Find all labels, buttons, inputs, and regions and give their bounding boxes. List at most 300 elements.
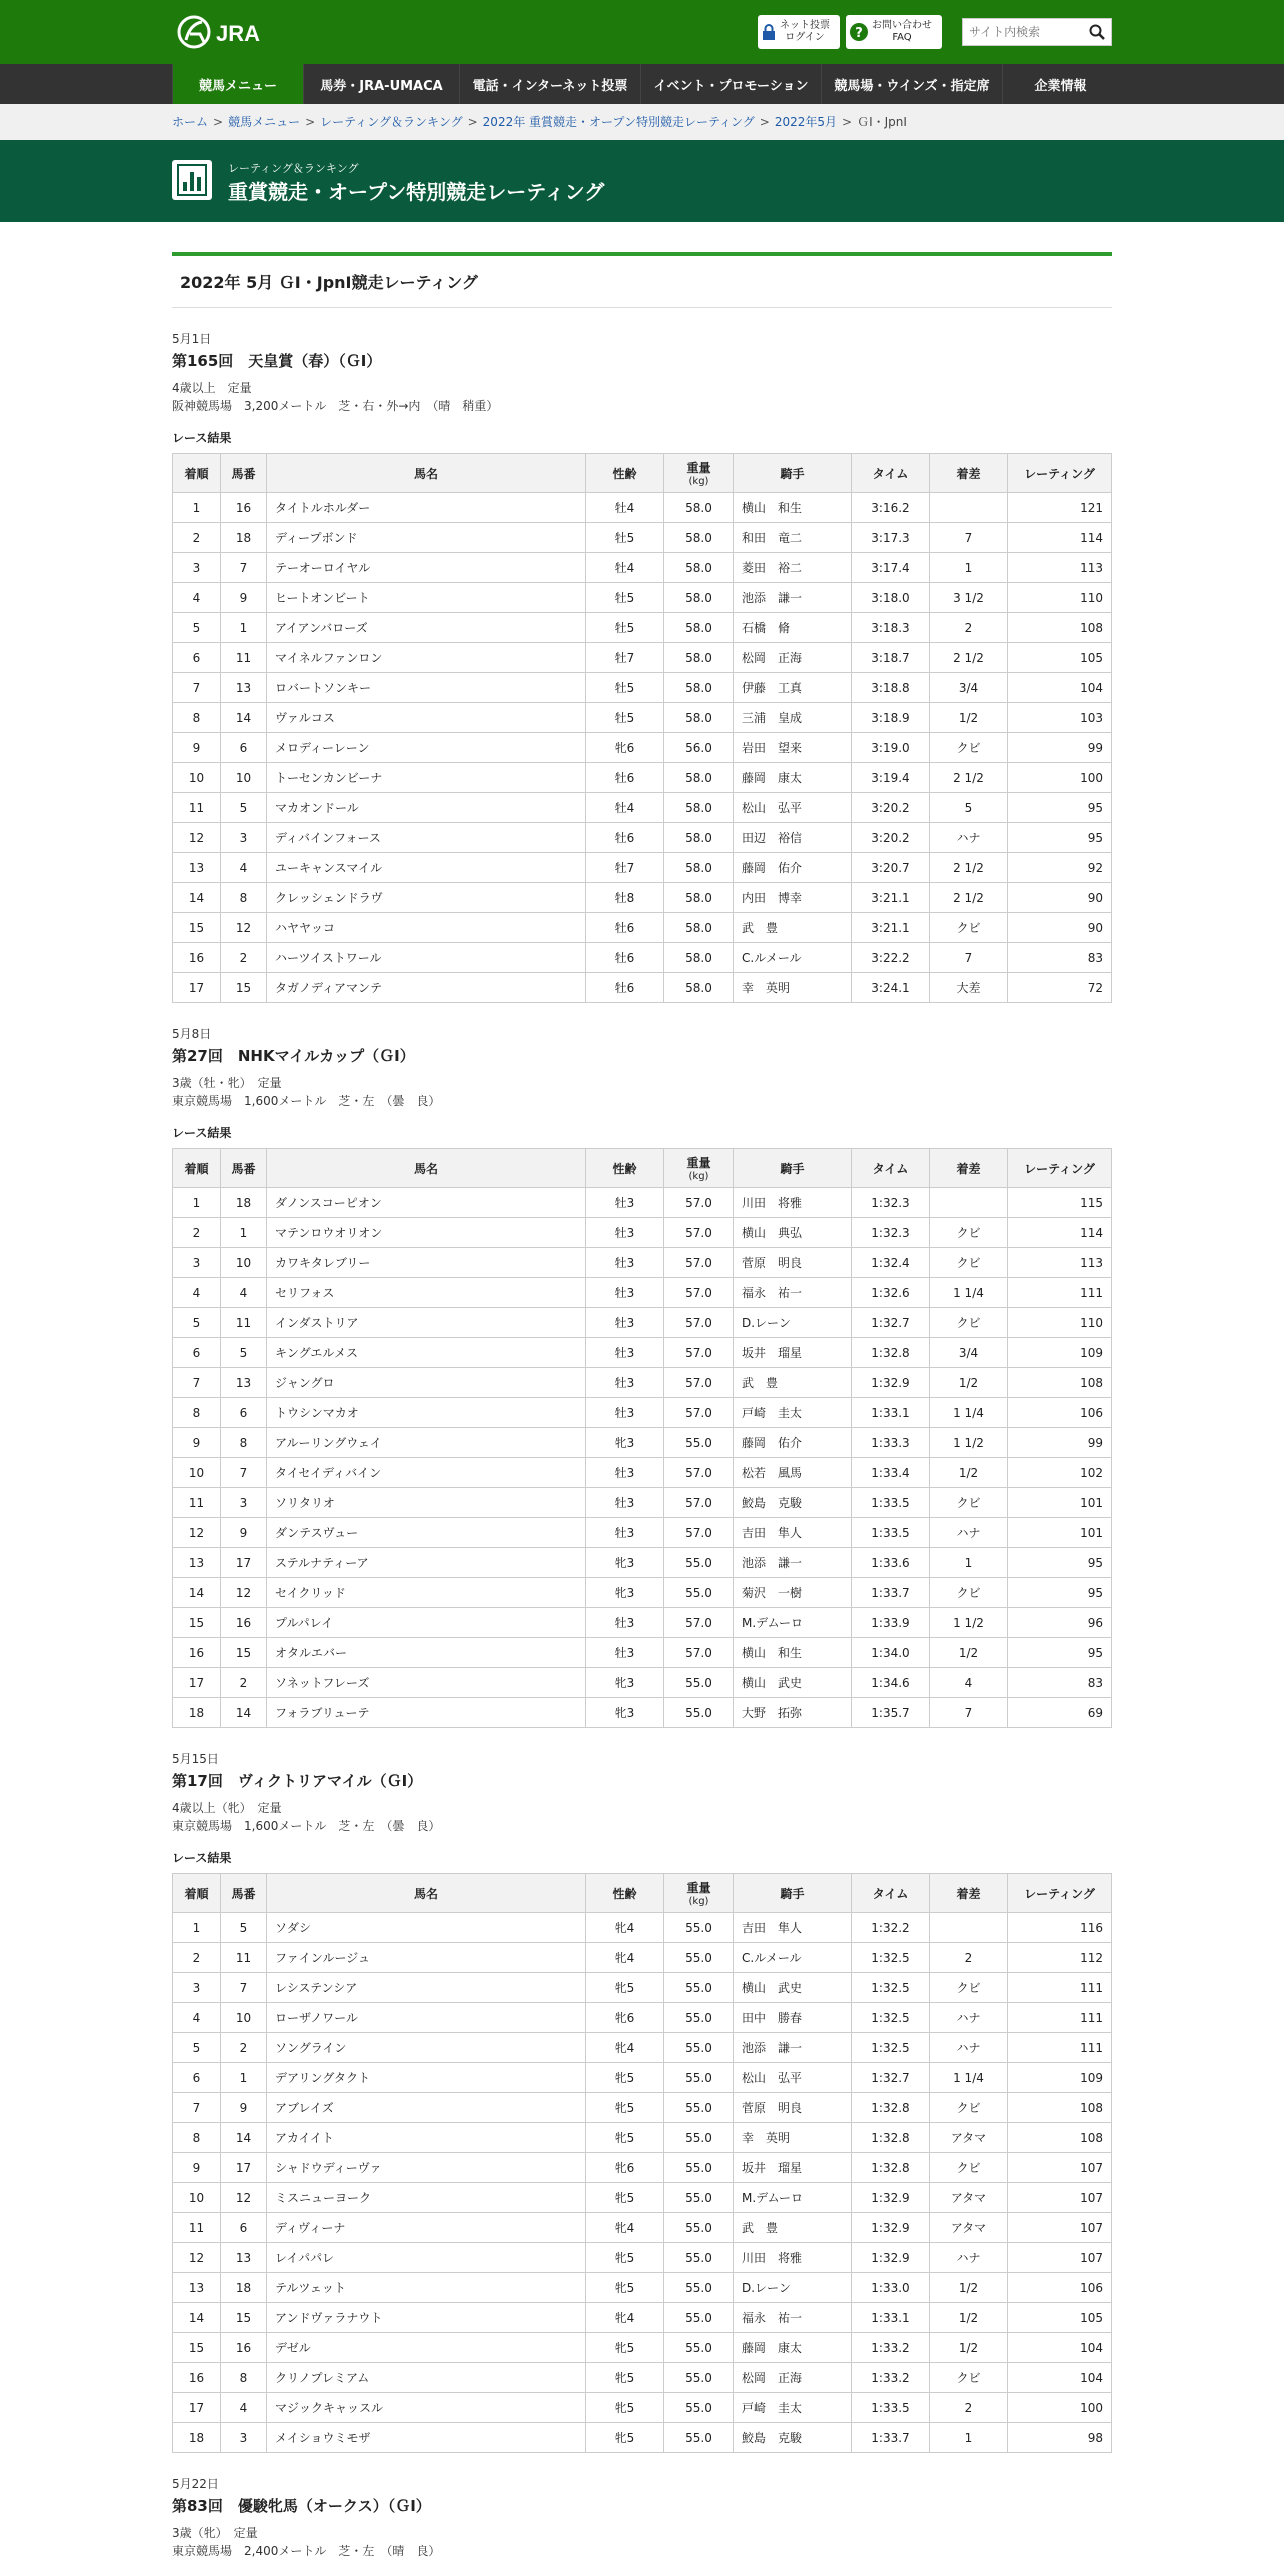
col-weight: 55.0 <box>664 1578 734 1608</box>
col-jockey: C.ルメール <box>734 943 852 973</box>
header-finish: 着順 <box>173 454 221 493</box>
table-row <box>173 1338 1112 1368</box>
col-weight: 58.0 <box>664 643 734 673</box>
col-time: 3:18.8 <box>852 673 930 703</box>
header-margin: 着差 <box>930 454 1008 493</box>
col-number: 4 <box>221 853 267 883</box>
table-row <box>173 943 1112 973</box>
col-finish: 3 <box>173 1973 221 2003</box>
col-rating: 98 <box>1008 2423 1112 2453</box>
col-jockey: 松山 弘平 <box>734 2063 852 2093</box>
col-weight: 55.0 <box>664 1913 734 1943</box>
col-weight: 58.0 <box>664 493 734 523</box>
jra-logo[interactable] <box>176 12 276 52</box>
col-finish: 8 <box>173 2123 221 2153</box>
table-row <box>173 2243 1112 2273</box>
col-sex-age: 牡5 <box>586 703 664 733</box>
col-jockey: M.デムーロ <box>734 2183 852 2213</box>
col-finish: 5 <box>173 613 221 643</box>
col-rating: 72 <box>1008 973 1112 1003</box>
col-number: 2 <box>221 2033 267 2063</box>
col-number: 9 <box>221 1518 267 1548</box>
col-time: 3:18.0 <box>852 583 930 613</box>
col-sex-age: 牡6 <box>586 943 664 973</box>
col-rating: 104 <box>1008 673 1112 703</box>
race-course: 東京競馬場 1,600メートル 芝・左 （曇 良） <box>172 1819 441 1833</box>
col-sex-age: 牡3 <box>586 1248 664 1278</box>
site-search <box>962 18 1112 46</box>
col-rating: 90 <box>1008 913 1112 943</box>
col-margin: 1/2 <box>930 2273 1008 2303</box>
col-jockey: 福永 祐一 <box>734 2303 852 2333</box>
col-margin: クビ <box>930 2093 1008 2123</box>
table-row <box>173 733 1112 763</box>
col-number: 10 <box>221 1248 267 1278</box>
col-jockey: 幸 英明 <box>734 2123 852 2153</box>
col-time: 1:33.2 <box>852 2363 930 2393</box>
col-time: 1:32.5 <box>852 2033 930 2063</box>
col-jockey: 吉田 隼人 <box>734 1913 852 1943</box>
nav-corporate[interactable]: 企業情報 <box>1002 64 1118 104</box>
col-weight: 55.0 <box>664 1943 734 1973</box>
col-horse: ヒートオンビート <box>267 583 586 613</box>
col-number: 12 <box>221 1578 267 1608</box>
col-jockey: 武 豊 <box>734 913 852 943</box>
header-weight <box>664 1874 734 1913</box>
col-weight: 57.0 <box>664 1638 734 1668</box>
header-horse: 馬名 <box>267 454 586 493</box>
col-sex-age: 牡6 <box>586 973 664 1003</box>
col-margin: 7 <box>930 943 1008 973</box>
col-time: 1:32.5 <box>852 1943 930 1973</box>
col-margin: 2 <box>930 1943 1008 1973</box>
col-horse: クリノプレミアム <box>267 2363 586 2393</box>
col-finish: 11 <box>173 1488 221 1518</box>
col-jockey: 横山 武史 <box>734 1973 852 2003</box>
nav-phone-internet-vote[interactable]: 電話・インターネット投票 <box>459 64 640 104</box>
col-horse: ミスニューヨーク <box>267 2183 586 2213</box>
col-time: 3:20.2 <box>852 823 930 853</box>
col-rating: 101 <box>1008 1488 1112 1518</box>
table-row <box>173 2063 1112 2093</box>
col-weight: 58.0 <box>664 853 734 883</box>
table-row <box>173 2273 1112 2303</box>
col-rating: 115 <box>1008 1188 1112 1218</box>
col-finish: 10 <box>173 2183 221 2213</box>
col-weight: 58.0 <box>664 553 734 583</box>
col-weight: 55.0 <box>664 2063 734 2093</box>
col-number: 11 <box>221 1943 267 1973</box>
col-horse: ソダシ <box>267 1913 586 1943</box>
col-jockey: 池添 謙一 <box>734 583 852 613</box>
col-jockey: D.レーン <box>734 2273 852 2303</box>
col-rating: 104 <box>1008 2333 1112 2363</box>
col-finish: 3 <box>173 553 221 583</box>
col-horse: ソリタリオ <box>267 1488 586 1518</box>
header-sex-age: 性齢 <box>586 454 664 493</box>
race-name: 第27回 NHKマイルカップ（ＧⅠ） <box>172 1047 415 1065</box>
login-label: ネット投票 ログイン <box>780 20 830 43</box>
banner-subtitle: レーティング＆ランキング <box>228 162 359 175</box>
breadcrumb-2022-rating[interactable]: 2022年 重賞競走・オープン特別競走レーティング <box>482 115 755 129</box>
col-number: 2 <box>221 943 267 973</box>
col-sex-age: 牡7 <box>586 853 664 883</box>
col-horse: テーオーロイヤル <box>267 553 586 583</box>
col-rating: 105 <box>1008 2303 1112 2333</box>
col-jockey: 坂井 瑠星 <box>734 1338 852 1368</box>
col-margin: 大差 <box>930 973 1008 1003</box>
col-finish: 2 <box>173 523 221 553</box>
table-row <box>173 2303 1112 2333</box>
col-jockey: 松岡 正海 <box>734 2363 852 2393</box>
col-jockey: 川田 将雅 <box>734 1188 852 1218</box>
col-sex-age: 牝5 <box>586 2423 664 2453</box>
col-number: 10 <box>221 763 267 793</box>
col-margin: 1 <box>930 2423 1008 2453</box>
col-margin: 1 1/4 <box>930 2063 1008 2093</box>
col-weight: 57.0 <box>664 1608 734 1638</box>
col-margin: 1/2 <box>930 703 1008 733</box>
col-jockey: 菅原 明良 <box>734 2093 852 2123</box>
table-row <box>173 2393 1112 2423</box>
col-margin: ハナ <box>930 823 1008 853</box>
lock-icon <box>762 24 776 40</box>
col-time: 3:21.1 <box>852 913 930 943</box>
col-margin: 1/2 <box>930 1458 1008 1488</box>
col-time: 1:32.5 <box>852 1973 930 2003</box>
col-sex-age: 牝5 <box>586 2123 664 2153</box>
results-label: レース結果 <box>172 1126 232 1140</box>
race-section <box>172 2475 1112 2560</box>
nav-keiba-menu[interactable]: 競馬メニュー <box>172 64 303 104</box>
col-sex-age: 牝3 <box>586 1668 664 1698</box>
col-number: 18 <box>221 2273 267 2303</box>
bar-chart-icon <box>172 160 212 200</box>
header-number: 馬番 <box>221 1149 267 1188</box>
contact-faq-button[interactable] <box>846 15 942 49</box>
col-margin: ハナ <box>930 1518 1008 1548</box>
col-jockey: M.デムーロ <box>734 1608 852 1638</box>
col-horse: ファインルージュ <box>267 1943 586 1973</box>
col-jockey: 藤岡 康太 <box>734 2333 852 2363</box>
col-number: 16 <box>221 2333 267 2363</box>
col-finish: 17 <box>173 1668 221 1698</box>
col-finish: 6 <box>173 2063 221 2093</box>
col-sex-age: 牝4 <box>586 2213 664 2243</box>
table-row <box>173 2093 1112 2123</box>
col-sex-age: 牡3 <box>586 1308 664 1338</box>
col-finish: 8 <box>173 703 221 733</box>
col-horse: アカイイト <box>267 2123 586 2153</box>
col-finish: 13 <box>173 853 221 883</box>
col-jockey: 和田 竜二 <box>734 523 852 553</box>
col-rating: 111 <box>1008 2003 1112 2033</box>
col-jockey: C.ルメール <box>734 1943 852 1973</box>
table-row <box>173 823 1112 853</box>
breadcrumb-2022-may[interactable]: 2022年5月 <box>774 115 837 129</box>
col-jockey: 戸崎 圭太 <box>734 1398 852 1428</box>
col-weight: 56.0 <box>664 733 734 763</box>
table-row <box>173 883 1112 913</box>
col-number: 12 <box>221 2183 267 2213</box>
col-weight: 57.0 <box>664 1368 734 1398</box>
col-rating: 113 <box>1008 553 1112 583</box>
faq-label: お問い合わせ FAQ <box>872 20 932 43</box>
col-weight: 55.0 <box>664 2003 734 2033</box>
col-sex-age: 牡5 <box>586 613 664 643</box>
col-jockey: 福永 祐一 <box>734 1278 852 1308</box>
col-finish: 17 <box>173 973 221 1003</box>
col-sex-age: 牡4 <box>586 553 664 583</box>
col-finish: 16 <box>173 943 221 973</box>
race-course: 東京競馬場 2,400メートル 芝・左 （晴 良） <box>172 2544 441 2558</box>
header-weight-unit: (kg) <box>688 1896 709 1907</box>
col-finish: 10 <box>173 763 221 793</box>
col-time: 1:34.6 <box>852 1668 930 1698</box>
col-sex-age: 牝5 <box>586 2063 664 2093</box>
col-horse: マジックキャッスル <box>267 2393 586 2423</box>
col-time: 1:32.9 <box>852 1368 930 1398</box>
col-sex-age: 牝4 <box>586 1913 664 1943</box>
col-margin: 3/4 <box>930 1338 1008 1368</box>
col-jockey: 武 豊 <box>734 1368 852 1398</box>
header-sex-age: 性齢 <box>586 1149 664 1188</box>
race-date: 5月8日 <box>172 1027 212 1041</box>
col-sex-age: 牡3 <box>586 1458 664 1488</box>
col-sex-age: 牝5 <box>586 2183 664 2213</box>
col-rating: 116 <box>1008 1913 1112 1943</box>
col-finish: 1 <box>173 493 221 523</box>
col-rating: 95 <box>1008 1548 1112 1578</box>
col-margin: 2 1/2 <box>930 853 1008 883</box>
col-sex-age: 牡8 <box>586 883 664 913</box>
col-sex-age: 牝6 <box>586 733 664 763</box>
col-time: 1:32.8 <box>852 2093 930 2123</box>
col-margin: クビ <box>930 1248 1008 1278</box>
table-row <box>173 1428 1112 1458</box>
breadcrumb-rating-ranking[interactable]: レーティング＆ランキング <box>320 115 463 129</box>
table-row <box>173 1248 1112 1278</box>
col-sex-age: 牝3 <box>586 1578 664 1608</box>
col-jockey: 坂井 瑠星 <box>734 2153 852 2183</box>
col-rating: 83 <box>1008 943 1112 973</box>
col-sex-age: 牝5 <box>586 2333 664 2363</box>
col-rating: 105 <box>1008 643 1112 673</box>
col-time: 3:17.3 <box>852 523 930 553</box>
col-finish: 18 <box>173 1698 221 1728</box>
col-weight: 57.0 <box>664 1218 734 1248</box>
search-input[interactable] <box>963 19 1081 45</box>
col-time: 3:19.0 <box>852 733 930 763</box>
col-horse: ローザノワール <box>267 2003 586 2033</box>
col-horse: オタルエバー <box>267 1638 586 1668</box>
col-time: 1:33.2 <box>852 2333 930 2363</box>
col-horse: デアリングタクト <box>267 2063 586 2093</box>
col-horse: タガノディアマンテ <box>267 973 586 1003</box>
col-weight: 58.0 <box>664 763 734 793</box>
page-title: 重賞競走・オープン特別競走レーティング <box>228 180 605 204</box>
col-rating: 113 <box>1008 1248 1112 1278</box>
col-rating: 99 <box>1008 733 1112 763</box>
table-row <box>173 1218 1112 1248</box>
col-time: 1:32.4 <box>852 1248 930 1278</box>
col-weight: 58.0 <box>664 673 734 703</box>
col-time: 1:33.1 <box>852 2303 930 2333</box>
race-name: 第17回 ヴィクトリアマイル（ＧⅠ） <box>172 1772 423 1790</box>
col-margin: ハナ <box>930 2033 1008 2063</box>
col-horse: ダノンスコーピオン <box>267 1188 586 1218</box>
col-sex-age: 牝4 <box>586 2303 664 2333</box>
nav-baken-umaca[interactable]: 馬券・JRA-UMACA <box>303 64 459 104</box>
col-weight: 58.0 <box>664 523 734 553</box>
table-row <box>173 613 1112 643</box>
col-margin: クビ <box>930 733 1008 763</box>
col-rating: 95 <box>1008 793 1112 823</box>
col-weight: 55.0 <box>664 2363 734 2393</box>
col-sex-age: 牝6 <box>586 2003 664 2033</box>
col-margin: クビ <box>930 1973 1008 2003</box>
table-row <box>173 523 1112 553</box>
race-date: 5月15日 <box>172 1752 219 1766</box>
col-weight: 55.0 <box>664 2123 734 2153</box>
table-row <box>173 673 1112 703</box>
col-time: 3:18.7 <box>852 643 930 673</box>
col-finish: 15 <box>173 2333 221 2363</box>
col-rating: 110 <box>1008 1308 1112 1338</box>
col-margin: 4 <box>930 1668 1008 1698</box>
col-number: 12 <box>221 913 267 943</box>
col-weight: 57.0 <box>664 1308 734 1338</box>
table-row <box>173 1398 1112 1428</box>
nav-event-promotion[interactable]: イベント・プロモーション <box>640 64 821 104</box>
breadcrumb-keiba-menu[interactable]: 競馬メニュー <box>228 115 301 129</box>
col-rating: 121 <box>1008 493 1112 523</box>
col-horse: ハヤヤッコ <box>267 913 586 943</box>
col-weight: 58.0 <box>664 883 734 913</box>
table-header-row <box>173 1149 1112 1188</box>
col-horse: マテンロウオリオン <box>267 1218 586 1248</box>
col-sex-age: 牝4 <box>586 1943 664 1973</box>
col-time: 1:33.7 <box>852 2423 930 2453</box>
col-number: 5 <box>221 1913 267 1943</box>
col-weight: 58.0 <box>664 973 734 1003</box>
col-number: 1 <box>221 613 267 643</box>
col-finish: 9 <box>173 733 221 763</box>
col-finish: 15 <box>173 1608 221 1638</box>
col-sex-age: 牡5 <box>586 583 664 613</box>
table-row <box>173 1488 1112 1518</box>
col-time: 1:32.5 <box>852 2003 930 2033</box>
col-sex-age: 牝3 <box>586 1428 664 1458</box>
col-time: 3:20.2 <box>852 793 930 823</box>
col-finish: 16 <box>173 2363 221 2393</box>
col-weight: 55.0 <box>664 1698 734 1728</box>
col-margin: 1 1/4 <box>930 1398 1008 1428</box>
header-finish: 着順 <box>173 1874 221 1913</box>
col-time: 1:33.9 <box>852 1608 930 1638</box>
col-horse: クレッシェンドラヴ <box>267 883 586 913</box>
col-jockey: 伊藤 工真 <box>734 673 852 703</box>
col-finish: 6 <box>173 1338 221 1368</box>
col-horse: メイショウミモザ <box>267 2423 586 2453</box>
col-margin: クビ <box>930 1488 1008 1518</box>
col-jockey: 石橋 脩 <box>734 613 852 643</box>
header-time: タイム <box>852 454 930 493</box>
svg-text:?: ? <box>855 26 863 41</box>
col-number: 10 <box>221 2003 267 2033</box>
col-weight: 55.0 <box>664 2033 734 2063</box>
col-finish: 16 <box>173 1638 221 1668</box>
col-weight: 55.0 <box>664 2333 734 2363</box>
col-number: 9 <box>221 2093 267 2123</box>
col-weight: 55.0 <box>664 2153 734 2183</box>
col-sex-age: 牡3 <box>586 1608 664 1638</box>
col-weight: 58.0 <box>664 613 734 643</box>
col-finish: 1 <box>173 1913 221 1943</box>
header-weight-unit: (kg) <box>688 1171 709 1182</box>
header-horse: 馬名 <box>267 1874 586 1913</box>
header-time: タイム <box>852 1149 930 1188</box>
col-rating: 111 <box>1008 2033 1112 2063</box>
table-row <box>173 1188 1112 1218</box>
col-sex-age: 牡3 <box>586 1188 664 1218</box>
col-sex-age: 牡5 <box>586 523 664 553</box>
col-number: 1 <box>221 1218 267 1248</box>
race-condition: 3歳（牡・牝） 定量 <box>172 1076 282 1090</box>
search-icon[interactable] <box>1089 24 1105 44</box>
col-time: 1:32.2 <box>852 1913 930 1943</box>
col-number: 13 <box>221 673 267 703</box>
col-sex-age: 牡6 <box>586 763 664 793</box>
col-margin: 2 1/2 <box>930 883 1008 913</box>
col-margin: クビ <box>930 2153 1008 2183</box>
col-finish: 6 <box>173 643 221 673</box>
col-jockey: 幸 英明 <box>734 973 852 1003</box>
race-name: 第165回 天皇賞（春）（ＧⅠ） <box>172 352 382 370</box>
net-vote-login-button[interactable] <box>758 15 840 49</box>
col-number: 7 <box>221 1973 267 2003</box>
col-horse: ディヴィーナ <box>267 2213 586 2243</box>
col-margin: 1/2 <box>930 1638 1008 1668</box>
results-label: レース結果 <box>172 431 232 445</box>
col-time: 1:32.8 <box>852 2123 930 2153</box>
col-weight: 57.0 <box>664 1488 734 1518</box>
col-horse: アブレイズ <box>267 2093 586 2123</box>
svg-text:JRA: JRA <box>216 21 261 46</box>
col-horse: ステルナティーア <box>267 1548 586 1578</box>
col-jockey: 菱田 裕二 <box>734 553 852 583</box>
table-row <box>173 1578 1112 1608</box>
col-weight: 57.0 <box>664 1278 734 1308</box>
nav-racecourse-wins[interactable]: 競馬場・ウインズ・指定席 <box>821 64 1002 104</box>
col-weight: 58.0 <box>664 703 734 733</box>
col-sex-age: 牝5 <box>586 1973 664 2003</box>
col-sex-age: 牡6 <box>586 823 664 853</box>
col-margin: 1 1/2 <box>930 1428 1008 1458</box>
col-weight: 55.0 <box>664 1428 734 1458</box>
col-jockey: 戸崎 圭太 <box>734 2393 852 2423</box>
col-horse: ソネットフレーズ <box>267 1668 586 1698</box>
col-weight: 55.0 <box>664 2093 734 2123</box>
main-content <box>172 222 1112 2560</box>
breadcrumb-home[interactable]: ホーム <box>172 115 209 129</box>
col-time: 3:16.2 <box>852 493 930 523</box>
col-number: 17 <box>221 1548 267 1578</box>
header-weight-label: 重量 <box>686 1881 711 1895</box>
race-condition: 4歳以上（牝） 定量 <box>172 1801 282 1815</box>
col-sex-age: 牝5 <box>586 2363 664 2393</box>
col-horse: フォラブリューテ <box>267 1698 586 1728</box>
